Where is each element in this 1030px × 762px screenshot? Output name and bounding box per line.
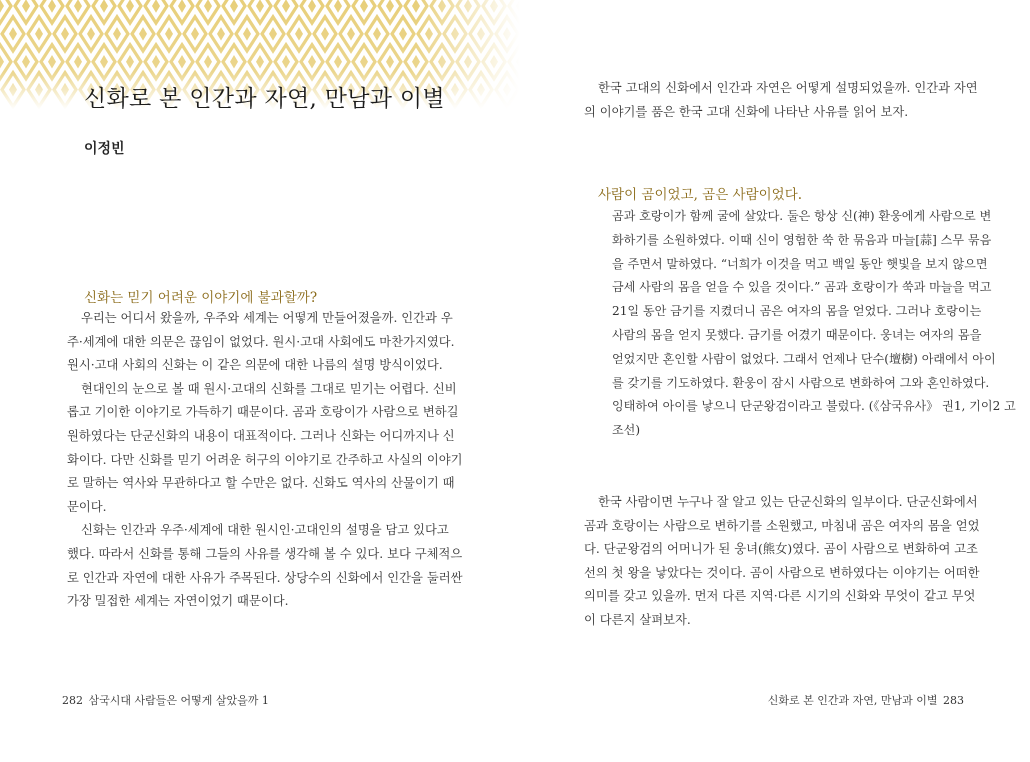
section-heading: 사람이 곰이었고, 곰은 사람이었다. [598, 187, 803, 203]
page-number: 282 [62, 694, 83, 707]
text-line: 곰과 호랑이는 사람으로 변하기를 소원했고, 마침내 곰은 여자의 몸을 얻었 [584, 518, 980, 533]
text-line: 원하였다는 단군신화의 내용이 대표적이다. 그러나 신화는 어디까지나 신 [67, 428, 455, 443]
text-line: 조선) [612, 423, 641, 438]
text-line: 잉태하여 아이를 낳으니 단군왕검이라고 불렀다. (《삼국유사》 권1, 기이2 고 [612, 399, 1016, 414]
text-line: 신화는 인간과 우주·세계에 대한 원시인·고대인의 설명을 담고 있다고 [81, 523, 449, 538]
text-line: 화하기를 소원하였다. 이때 신이 영험한 쑥 한 묶음과 마늘[蒜] 스무 묶음 [612, 232, 992, 247]
text-line: 가장 밀접한 세계는 자연이었기 때문이다. [67, 594, 289, 609]
text-line: 얻었지만 혼인할 사람이 없었다. 그래서 언제나 단수(壇樹) 아래에서 아이 [612, 351, 996, 366]
text-line: 의 이야기를 품은 한국 고대 신화에 나타난 사유를 읽어 보자. [584, 104, 909, 119]
left-body-text [67, 307, 463, 614]
text-line: 한국 고대의 신화에서 인간과 자연은 어떻게 설명되었을까. 인간과 자연 [598, 81, 978, 95]
text-line: 로 말하는 역사와 무관하다고 할 수만은 없다. 신화도 역사의 산물이기 때 [67, 476, 455, 491]
text-line: 금세 사람의 몸을 얻을 수 있을 것이다.” 곰과 호랑이가 쑥과 마늘을 먹고 [612, 280, 992, 295]
running-title: 신화로 본 인간과 자연, 만남과 이별 [767, 694, 938, 707]
text-line: 선의 첫 왕을 낳았다는 것이다. 곰이 사람으로 변하였다는 이야기는 어떠한 [584, 565, 980, 580]
text-line: 한국 사람이면 누구나 잘 알고 있는 단군신화의 일부이다. 단군신화에서 [598, 495, 978, 509]
page-number: 283 [943, 694, 964, 707]
text-line: 의미를 갖고 있을까. 먼저 다른 지역·다른 시기의 신화와 무엇이 같고 무엇 [584, 589, 976, 604]
text-line: 우리는 어디서 왔을까, 우주와 세계는 어떻게 만들어졌을까. 인간과 우 [81, 311, 453, 325]
text-line: 를 갖기를 기도하였다. 환웅이 잠시 사람으로 변화하여 그와 혼인하였다. [612, 375, 990, 390]
right-intro-text [584, 77, 978, 124]
text-line: 문이다. [67, 499, 107, 514]
text-line: 곰과 호랑이가 함께 굴에 살았다. 둘은 항상 신(神) 환웅에게 사람으로 변 [612, 209, 992, 223]
text-line: 사람의 몸을 얻지 못했다. 금기를 어겼기 때문이다. 웅녀는 여자의 몸을 [612, 327, 982, 342]
text-line: 을 주면서 말하였다. “너희가 이것을 먹고 백일 동안 햇빛을 보지 않으면 [612, 256, 988, 271]
chapter-title: 신화로 본 인간과 자연, 만남과 이별 [84, 86, 445, 112]
section-heading: 신화는 믿기 어려운 이야기에 불과할까? [84, 290, 318, 306]
text-line: 다. 단군왕검의 어머니가 된 웅녀(熊女)였다. 곰이 사람으로 변화하여 고조 [584, 542, 979, 557]
text-line: 로 인간과 자연에 대한 사유가 주목된다. 상당수의 신화에서 인간을 둘러싼 [67, 570, 463, 585]
running-title: 삼국시대 사람들은 어떻게 살았을까 1 [88, 694, 269, 707]
text-line: 21일 동안 금기를 지켰더니 곰은 여자의 몸을 얻었다. 그러나 호랑이는 [612, 304, 982, 319]
author-name: 이정빈 [84, 141, 125, 157]
left-footer [60, 692, 269, 708]
text-line: 현대인의 눈으로 볼 때 원시·고대의 신화를 그대로 믿기는 어렵다. 신비 [81, 381, 457, 396]
text-line: 했다. 따라서 신화를 통해 그들의 사유를 생각해 볼 수 있다. 보다 구체적으 [67, 546, 463, 561]
text-line: 이 다른지 살펴보자. [584, 612, 691, 627]
text-line: 주·세계에 대한 의문은 끊임이 없었다. 원시·고대 사회에도 마찬가지였다. [67, 334, 455, 349]
text-line: 화이다. 다만 신화를 믿기 어려운 허구의 이야기로 간주하고 사실의 이야기 [67, 452, 463, 467]
right-footer [768, 692, 966, 708]
right-body-text [584, 491, 980, 633]
quoted-passage [612, 205, 1016, 443]
text-line: 롭고 기이한 이야기로 가득하기 때문이다. 곰과 호랑이가 사람으로 변하길 [67, 405, 459, 420]
text-line: 원시·고대 사회의 신화는 이 같은 의문에 대한 나름의 설명 방식이었다. [67, 358, 443, 373]
